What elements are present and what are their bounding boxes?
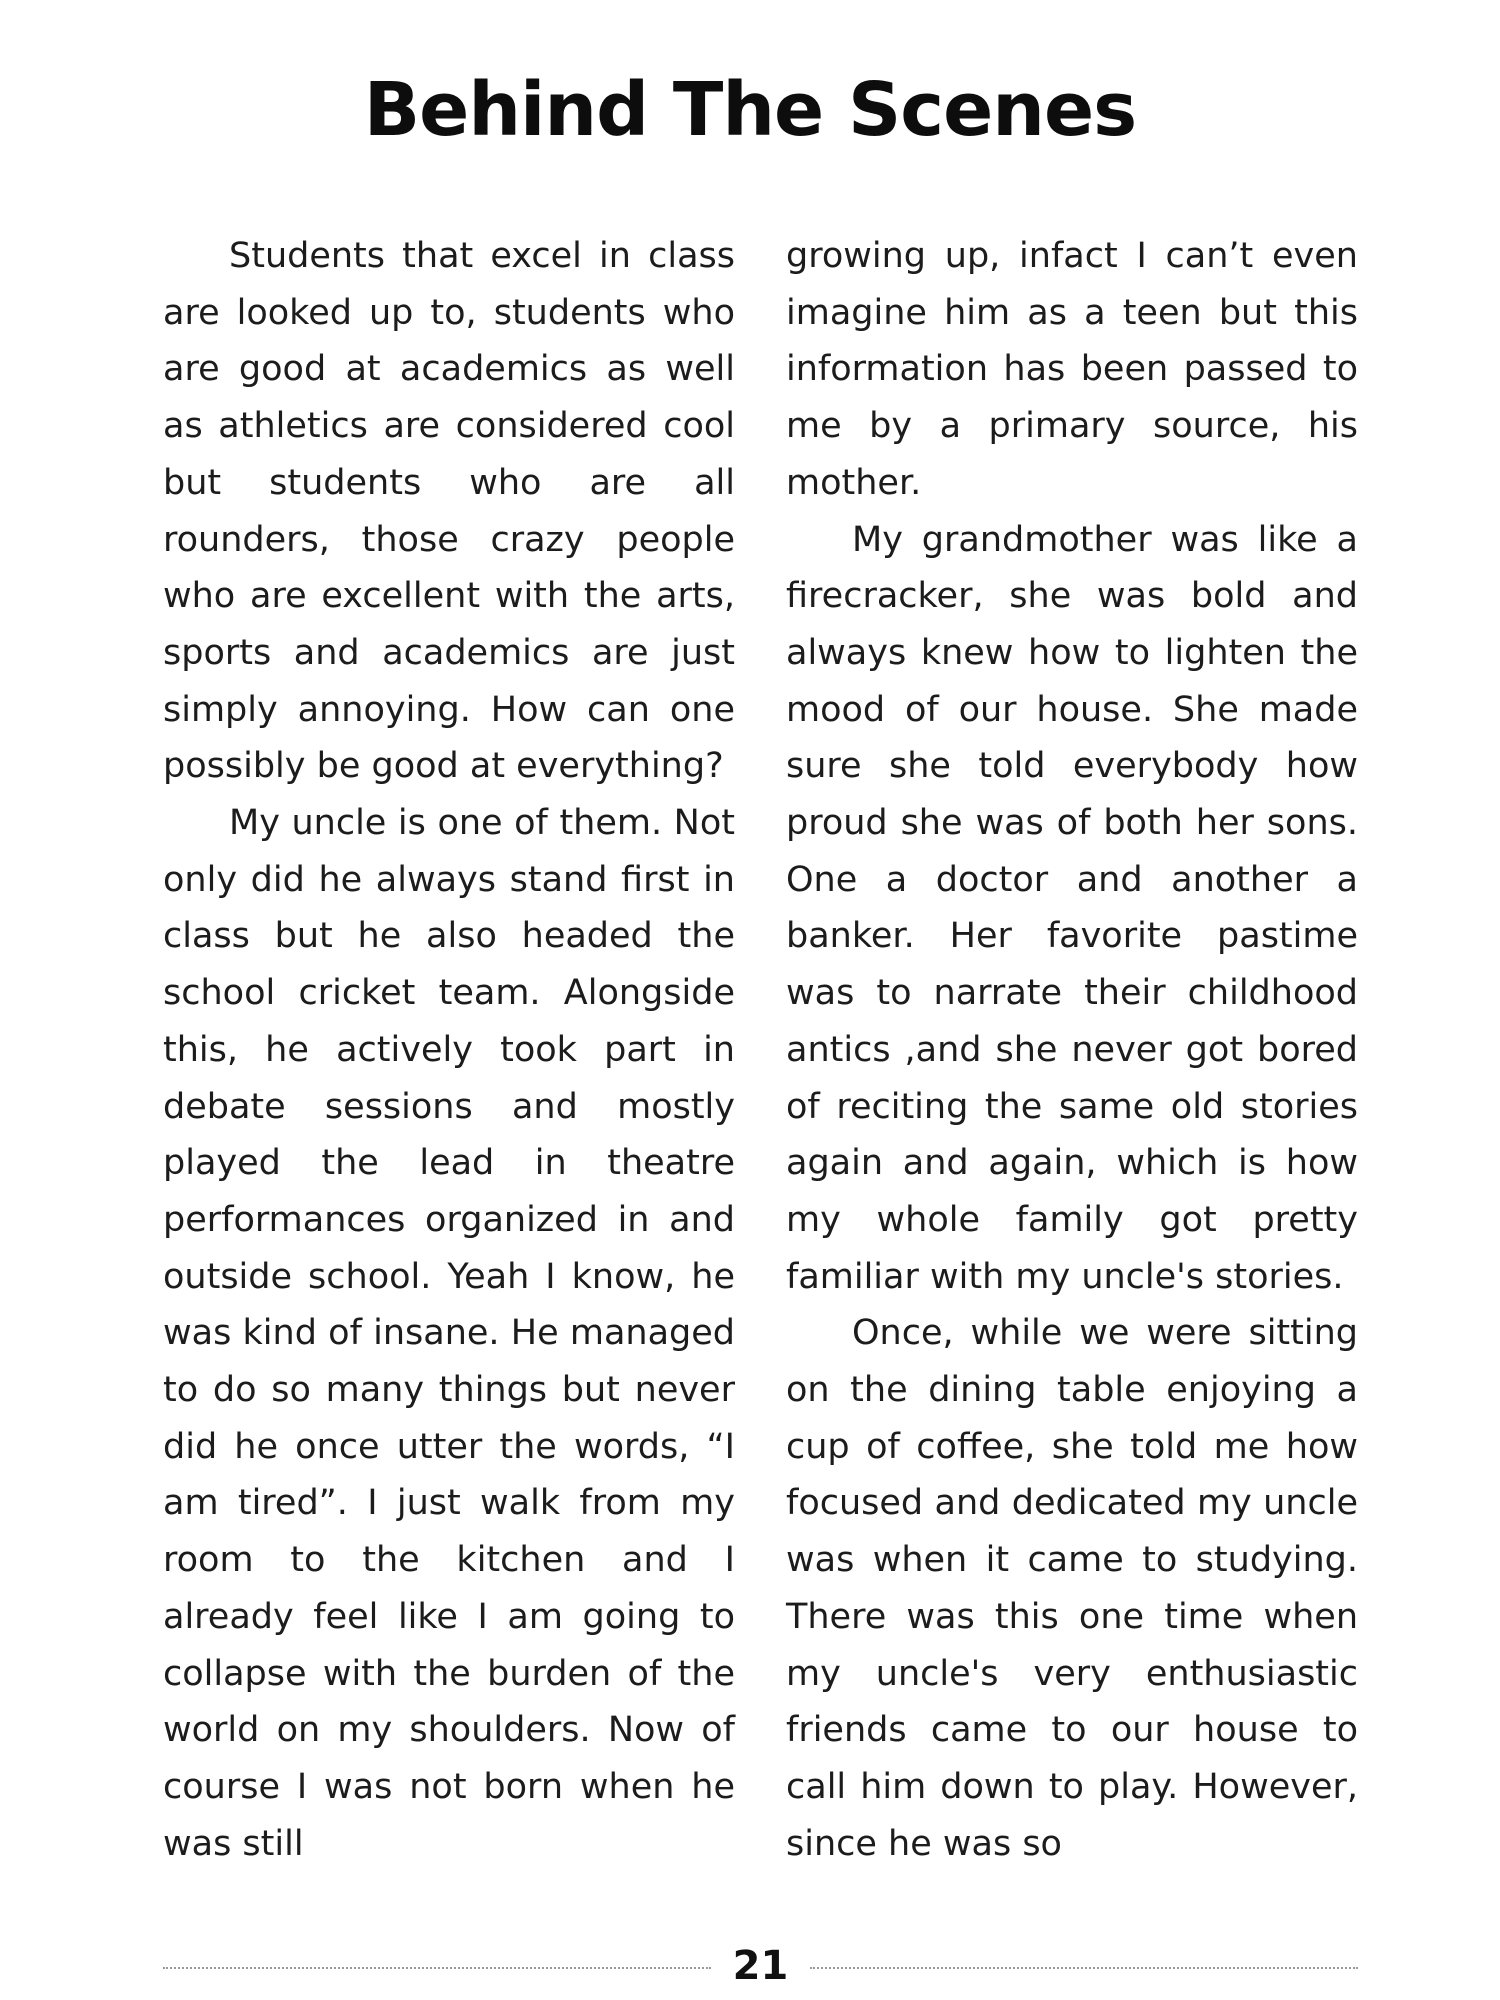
page-title: Behind The Scenes — [363, 66, 1137, 153]
paragraph: My grandmother was like a firecracker, she was bold and always knew how to lighten the mood of our house. She made sure she told everybody how proud she was of both her sons. One a doctor and another a banker. Her favorite pastime was to narrate their childhood antics ,and she never got bored of reciting the same old stories again and again, which is how my whole family got pretty familiar with my uncle's stories. — [786, 519, 1358, 1297]
paragraph-continued: growing up, infact I can’t even imagine him as a teen but this information has been passed to me by a primary source, his mother. — [786, 236, 1358, 503]
dotted-rule-left — [163, 1967, 711, 1969]
paragraph: Once, while we were sitting on the dining table enjoying a cup of coffee, she told me how focused and dedicated my uncle was when it came to studying. There was this one time when my uncle's very enthusiastic friends came to our house to call him down to play. However, since he was so — [786, 1313, 1358, 1864]
page-number: 21 — [732, 1943, 789, 1989]
left-column — [163, 228, 735, 1872]
paragraph: Students that excel in class are looked up to, students who are good at academics as well as athletics are considered cool but students who are all rounders, those crazy people who are excellent with the arts, sports and academics are just simply annoying. How can one possibly be good at everything? — [163, 236, 735, 787]
dotted-rule-right — [810, 1967, 1358, 1969]
paragraph: My uncle is one of them. Not only did he always stand first in class but he also headed the school cricket team. Alongside this, he actively took part in debate sessions and mostly played the lead in theatre performances organized in and outside school. Yeah I know, he was kind of insane. He managed to do so many things but never did he once utter the words, “I am tired”. I just walk from my room to the kitchen and I already feel like I am going to collapse with the burden of the world on my shoulders. Now of course I was not born when he was still — [163, 803, 735, 1864]
page-footer — [163, 1938, 1358, 1994]
right-column — [786, 228, 1358, 1872]
